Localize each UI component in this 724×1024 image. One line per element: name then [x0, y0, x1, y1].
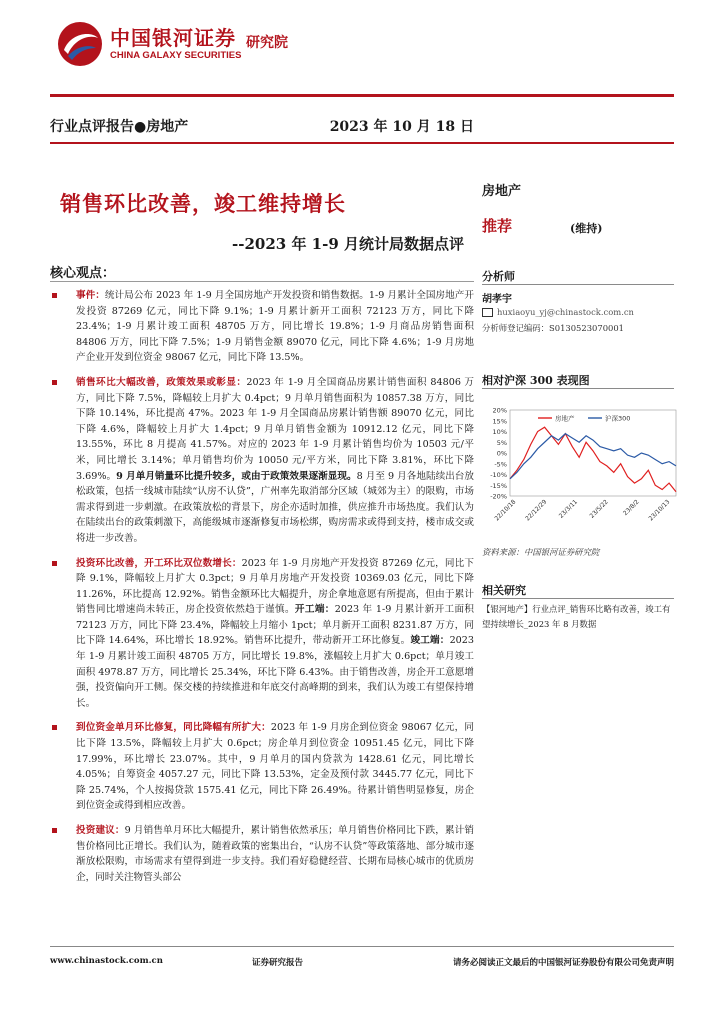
point-text: 2023 年 1-9 月房地产开发投资 87269 亿元，同比下降 9.1%，降幅较上月扩大 0.3pct；9 月单月房地产开发投资 10369.03 亿元，同比下降 11.26%，环比提高 12.92%。销售金额环比大幅提升，房企拿地意愿有所提高，但由于累计销售同比增速尚未转正，房企投资依然趋于谨慎。	[76, 557, 474, 616]
analyst-email-row	[482, 306, 634, 319]
report-type: 行业点评报告●房地产	[50, 119, 189, 135]
header-bottom-rule	[50, 142, 674, 144]
report-date: 2023 年 10 月 18 日	[329, 119, 474, 135]
chart-ytick-label: -15%	[490, 481, 507, 490]
relative-performance-chart	[480, 396, 680, 536]
point-lead: 投资环比改善，开工环比双位数增长：	[76, 557, 242, 569]
chart-xtick-label: 23/10/13	[647, 498, 672, 523]
point-text: 8 月至 9 月各地陆续出台放松政策，包括一线城市陆续“认房不认贷”，广州率先取消部分区域（城郊为主）的限购，市场需求得到进一步刺激。在政策放松的背景下，房企亦适时加推，供应推升市场热度。我们认为在陆续出台的政策刺激下，高能级城市逐渐修复市场松绑，购房需求或得到支持，楼市成交或将进一步改善。	[76, 470, 474, 544]
mail-icon	[482, 308, 493, 317]
analyst-name: 胡孝宇	[482, 294, 512, 305]
related-heading: 相关研究	[482, 584, 526, 597]
chart-ytick-label: 20%	[492, 406, 507, 415]
chart-xtick-label: 23/5/22	[588, 498, 610, 520]
chart-rule	[482, 388, 674, 389]
chart-yticks	[490, 407, 507, 501]
chart-ytick-label: -10%	[490, 471, 507, 479]
header-top-rule	[50, 94, 674, 97]
footer-center: 证券研究报告	[252, 958, 304, 968]
analyst-rule	[482, 284, 674, 285]
point-text: 2023 年 1-9 月全国商品房累计销售面积 84806 万方，同比下降 7.5%，降幅较上月扩大 0.4pct；9 月单月销售面积为 10857.38 万方，同比下降 10.14%，环比提高 47%。2023 年 1-9 月全国商品房累计销售额 89070 亿元，同比下降 4.6%，降幅较上月扩大 1.4pct；9 月单月销售金额为 10912.12 亿元，同比下降 13.55%，环比 8 月提高 41.57%。对应的 2023 年 1-9 月累计销售均价为 10503 元/平米，同比增长 3.14%；单月销售均价为 10050 元/平方米，同比下降 3.81%，环比下降 3.69%。	[76, 376, 474, 482]
point-lead: 投资建议：	[76, 825, 125, 836]
point-funds	[50, 720, 474, 814]
point-sales	[50, 375, 474, 547]
brand-dept: 研究院	[246, 35, 288, 51]
chart-ytick-label: 0%	[496, 449, 507, 458]
chart-xtick-label: 22/10/18	[493, 498, 518, 523]
chart-heading: 相对沪深 300 表现图	[482, 374, 590, 387]
chart-xtick-label: 22/12/29	[524, 498, 549, 523]
chart-legend	[538, 414, 630, 423]
chart-source: 资料来源：中国银河证券研究院	[482, 547, 600, 557]
core-heading: 核心观点：	[50, 266, 116, 281]
point-lead: 销售环比大幅改善，政策效果或彰显：	[76, 376, 247, 388]
chart-lines	[510, 427, 676, 492]
footer-disclaimer: 请务必阅读正文最后的中国银河证券股份有限公司免责声明	[452, 958, 674, 968]
chart-ytick-label: 10%	[492, 428, 507, 436]
sidebar-rating-note: (维持)	[570, 222, 603, 235]
point-text: 统计局公布 2023 年 1-9 月全国房地产开发投资和销售数据。1-9 月累计全国房地产开发投资 87269 亿元，同比下降 9.1%；1-9 月累计新开工面积 72123 万方，同比下降 23.4%；1-9 月累计竣工面积 48705 万方，同比增长 19.8%；1-9 月商品房销售面积 84806 万方，同比下降 7.5%；1-9 月销售金额 89070 亿元，同比下降 4.6%；1-9 月房地产企业开发到位资金 98067 亿元，同比下降 13.5%。	[76, 290, 475, 364]
brand-name-en: CHINA GALAXY SECURITIES	[110, 50, 242, 61]
analyst-reg: 分析师登记编码：S0130523070001	[482, 323, 625, 333]
main-body	[50, 288, 474, 894]
footer-url[interactable]: www.chinastock.com.cn	[50, 956, 163, 966]
bullet-icon	[52, 380, 57, 385]
core-rule	[50, 281, 474, 282]
point-investment	[50, 556, 474, 712]
report-title: 销售环比改善，竣工维持增长	[60, 192, 346, 216]
point-text: 2023 年 1-9 月累计新开工面积 72123 万方，同比下降 23.4%，降幅较上月缩小 1pct；单月新开工面积 8231.87 万方，同比下降 14.64%，环比增长 18.92%。销售环比提升，带动新开工环比修复。	[76, 604, 475, 647]
point-event	[50, 288, 474, 366]
chart-xtick-label: 23/3/11	[557, 498, 580, 520]
galaxy-swirl-logo-icon	[56, 20, 104, 68]
chart-xtick-label: 23/8/2	[622, 498, 641, 518]
point-bold: 9 月单月销量环比提升较多，或由于政策效果逐渐显现。	[116, 470, 357, 482]
sidebar-sector: 房地产	[482, 184, 522, 199]
point-text: 2023 年 1-9 月累计竣工面积 48705 万方，同比增长 19.8%，涨幅较上月扩大 0.6pct；单月竣工面积 4978.87 万方，同比增长 25.34%，环比下降 6.43%。由于销售改善，房企开工意愿增强，投资偏向开工侧。保交楼的持续推进和年底交付高峰期的到来，我们认为竣工有望保持增长。	[76, 635, 474, 709]
point-lead: 事件：	[76, 290, 105, 301]
brand-name-cn: 中国银河证券	[110, 26, 236, 50]
chart-series-line	[510, 434, 676, 479]
point-text: 9 月销售单月环比大幅提升，累计销售依然承压；单月销售价格同比下跌，累计销售价格同比正增长。我们认为，随着政策的密集出台，“认房不认贷”等政策落地、部分城市逐渐放松限购，市场需求有望得到进一步支持。我们看好稳健经营、长期布局核心城市的优质房企，同时关注物管头部公	[76, 825, 475, 883]
bullet-icon	[52, 725, 57, 730]
point-lead: 到位资金单月环比修复，同比降幅有所扩大：	[76, 722, 271, 734]
chart-series-line	[510, 427, 676, 492]
point-advice	[50, 823, 474, 885]
chart-ytick-label: 15%	[492, 417, 507, 426]
chart-xticks	[493, 498, 671, 522]
chart-ytick-label: -20%	[490, 492, 507, 501]
bullet-icon	[52, 561, 57, 566]
report-subtitle: --2023 年 1-9 月统计局数据点评	[232, 235, 464, 253]
chart-legend-label: 房地产	[555, 414, 575, 423]
related-rule	[482, 598, 674, 599]
analyst-heading: 分析师	[482, 270, 515, 283]
related-link[interactable]: 【银河地产】行业点评_销售环比略有改善，竣工有望持续增长_2023 年 8 月数据	[482, 604, 671, 629]
chart-ytick-label: -5%	[494, 460, 507, 469]
chart-legend-label: 沪深300	[605, 414, 631, 423]
bullet-icon	[52, 293, 57, 298]
sidebar-rating: 推荐	[482, 217, 513, 235]
analyst-email[interactable]: huxiaoyu_yj@chinastock.com.cn	[497, 307, 634, 317]
point-bold: 开工端：	[294, 604, 335, 616]
bullet-icon	[52, 828, 57, 833]
point-text: 2023 年 1-9 月房企到位资金 98067 亿元，同比下降 13.5%，降幅较上月扩大 0.6pct；房企单月到位资金 10951.45 亿元，同比下降 17.99%，环比增长 23.07%。其中，9 月单月的国内贷款为 1428.61 亿元，同比增长 4.05%；自筹资金 4057.27 元，同比下降 13.53%，定金及预付款 3445.77 亿元，同比下降 25.74%，个人按揭贷款 1575.41 亿元，同比下降 26.49%。待累计销售明显修复，房企到位资金或得到相应改善。	[76, 722, 474, 812]
footer-rule	[50, 946, 674, 947]
point-bold: 竣工端：	[410, 635, 450, 647]
chart-ytick-label: 5%	[496, 438, 507, 447]
